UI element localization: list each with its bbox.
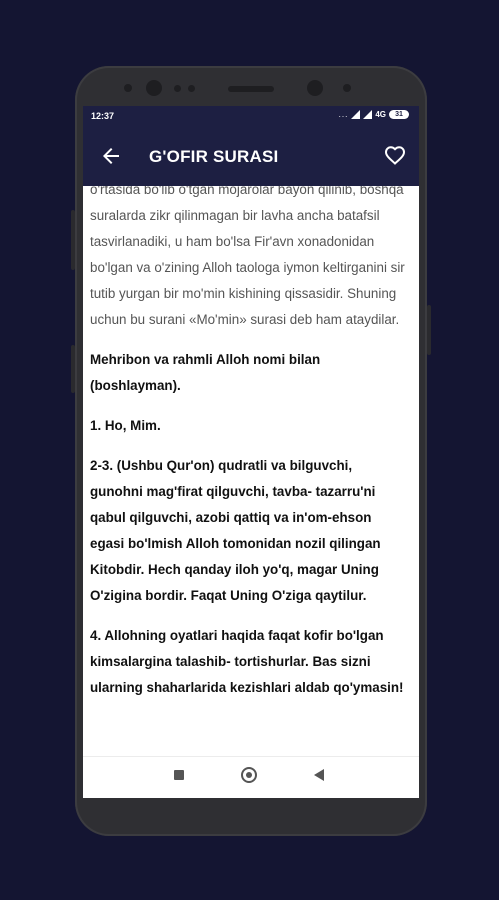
battery-icon: 31 (389, 110, 409, 119)
recents-square-icon[interactable] (174, 770, 184, 780)
back-triangle-icon[interactable] (314, 769, 324, 781)
paragraph-verse-4: 4. Allohning oyatlari haqida faqat kofir bo'lgan kimsalargina talashib- tortishurlar. Bas sizni ularning shaharlarida kezishlari aldab qo'ymasin! (90, 628, 404, 695)
app-bar (83, 126, 419, 186)
front-sensor-icon (124, 84, 132, 92)
front-camera-icon (307, 80, 323, 96)
front-sensor-icon (188, 85, 195, 92)
phone-screen (83, 106, 419, 798)
paragraph-verse-1: 1. Ho, Mim. (90, 418, 161, 433)
wifi-signal-icon (351, 110, 360, 119)
paragraph-basmala: Mehribon va rahmli Alloh nomi bilan (boshlayman). (90, 352, 321, 393)
status-dots: ... (338, 110, 349, 119)
cell-signal-icon (363, 110, 372, 119)
status-indicators (339, 110, 409, 119)
page-title: G'OFIR SURASI (149, 147, 279, 166)
home-circle-icon[interactable] (241, 767, 257, 783)
heart-outline-icon[interactable] (383, 143, 407, 167)
status-time: 12:37 (91, 111, 115, 121)
paragraph-verse-2-3: 2-3. (Ushbu Qur'on) qudratli va bilguvchi, gunohni mag'firat qilguvchi, tavba- tazarru'ni qabul qilguvchi, azobi qattiq va in'om-ehson egasi bo'lmish Alloh tomonidan nozil qilingan Kitobdir. Hech qanday iloh yo'q, magar Uning O'zigina bordir. Faqat Uning O'ziga qaytilur. (90, 458, 381, 603)
front-sensor-icon (343, 84, 351, 92)
arrow-left-icon[interactable] (99, 144, 123, 168)
front-sensor-icon (174, 85, 181, 92)
paragraph-intro: o'rtasida bo'lib o'tgan mojarolar bayon qilinib, boshqa suralarda zikr qilinmagan bir lavha ancha batafsil tasvirlanadiki, u ham bo'lsa Fir'avn xonadonidan bo'lgan va o'zining Alloh taologa iymon keltirganini sir tutib yurgan bir mo'min kishining qissasidir. Shuning uchun bu surani «Mo'min» surasi deb ham ataydilar. (90, 186, 405, 327)
earpiece-speaker (228, 86, 274, 92)
network-type: 4G (375, 110, 386, 119)
system-nav-bar (83, 756, 419, 798)
phone-side-button (427, 305, 431, 355)
surah-text-scroll[interactable] (83, 186, 419, 756)
surah-text (90, 186, 408, 715)
status-bar (83, 106, 419, 126)
front-camera-icon (146, 80, 162, 96)
